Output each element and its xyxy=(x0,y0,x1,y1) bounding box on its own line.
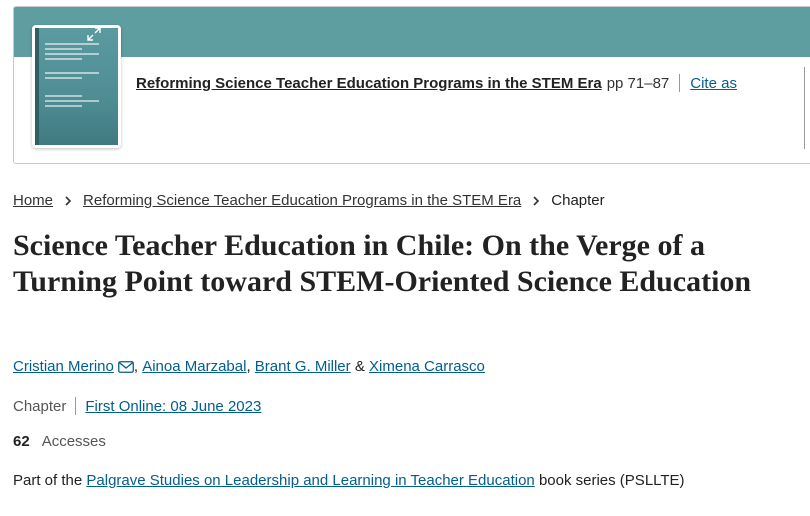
page-range: pp 71–87 xyxy=(606,74,670,92)
author-link[interactable]: Brant G. Miller xyxy=(254,358,351,375)
chevron-right-icon xyxy=(61,194,75,208)
breadcrumb-book[interactable]: Reforming Science Teacher Education Programs in the STEM Era xyxy=(83,192,522,209)
author-link[interactable]: Ainoa Marzabal xyxy=(142,358,247,375)
chevron-right-icon xyxy=(529,194,543,208)
book-cover-image xyxy=(35,28,118,145)
breadcrumb xyxy=(13,192,605,209)
series-link[interactable]: Palgrave Studies on Leadership and Learning in Teacher Education xyxy=(86,472,535,489)
page-title: Science Teacher Education in Chile: On the Verge of a Turning Point toward STEM-Oriented Science Education xyxy=(13,229,752,298)
expand-icon[interactable] xyxy=(86,26,102,42)
author-list xyxy=(13,358,485,375)
accesses-label: Accesses xyxy=(41,433,106,450)
mail-icon[interactable] xyxy=(118,361,134,373)
breadcrumb-home[interactable]: Home xyxy=(13,192,54,209)
cite-as-link[interactable]: Cite as xyxy=(690,74,737,92)
book-title-row xyxy=(136,74,737,92)
divider xyxy=(679,74,680,92)
separator-ampersand: & xyxy=(354,358,365,375)
chapter-meta xyxy=(13,397,261,415)
author-link[interactable]: Cristian Merino xyxy=(13,358,114,375)
cover-spine xyxy=(35,28,39,145)
book-header-band xyxy=(14,7,810,57)
book-cover[interactable] xyxy=(32,25,121,148)
series-prefix: Part of the xyxy=(13,472,83,489)
separator-comma: , xyxy=(133,358,139,375)
divider xyxy=(75,397,76,415)
cover-text xyxy=(45,40,112,110)
card-divider xyxy=(804,67,805,149)
book-title-link[interactable]: Reforming Science Teacher Education Programs in the STEM Era xyxy=(136,74,602,92)
accesses-count: 62 xyxy=(13,433,30,450)
book-series xyxy=(13,472,685,489)
breadcrumb-current: Chapter xyxy=(551,192,605,209)
first-online-link[interactable]: First Online: 08 June 2023 xyxy=(85,397,262,415)
accesses-metric xyxy=(13,433,106,450)
series-suffix: book series (PSLLTE) xyxy=(538,472,685,489)
content-type: Chapter xyxy=(13,397,67,415)
separator-comma: , xyxy=(246,358,251,375)
author-link[interactable]: Ximena Carrasco xyxy=(369,358,485,375)
